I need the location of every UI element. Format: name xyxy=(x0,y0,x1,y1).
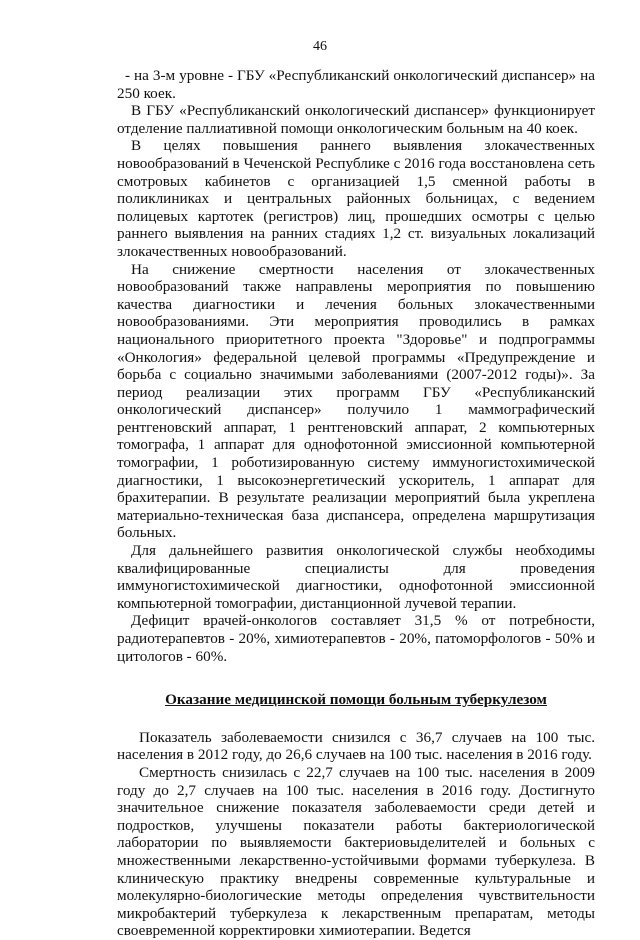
document-body xyxy=(117,67,595,940)
paragraph-bed-levels: - на 3-м уровне - ГБУ «Республиканский онкологический диспансер» на 250 коек. xyxy=(117,67,595,102)
paragraph-staff-deficit: Дефицит врачей-онкологов составляет 31,5 % от потребности, радиотерапевтов - 20%, химиотерапевтов - 20%, патоморфологов - 50% и цитологов - 60%. xyxy=(117,612,595,665)
paragraph-tb-incidence: Показатель заболеваемости снизился с 36,7 случаев на 100 тыс. населения в 2012 году, до 26,6 случаев на 100 тыс. населения в 2016 году. xyxy=(117,728,595,764)
paragraph-early-detection: В целях повышения раннего выявления злокачественных новообразований в Чеченской Республике с 2016 года восстановлена сеть смотровых кабинетов с организацией 1,5 сменной работы в поликлиниках и центральных районных больницах, с ведением полицевых картотек (регистров) лиц, прошедших осмотры с целью раннего выявления на ранних стадиях 1,2 ст. визуальных локализаций злокачественных новообразований. xyxy=(117,137,595,260)
paragraph-tb-mortality: Смертность снизилась с 22,7 случаев на 100 тыс. населения в 2009 году до 2,7 случаев на 100 тыс. населения в 2016 году. Достигнуто значительное снижение показателя заболеваемости среди детей и подростков, улучшены показатели работы бактериологической лаборатории по выявляемости бактериовыделителей и больных с множественными лекарственно-устойчивыми формами туберкулеза. В клиническую практику внедрены современные культуральные и молекулярно-биологические методы определения чувствительности микробактерий туберкулеза к лекарственным препаратам, методы своевременной корректировки химиотерапии. Ведется xyxy=(117,763,595,940)
paragraph-mortality-reduction: На снижение смертности населения от злокачественных новообразований также направлены мероприятия по повышению качества диагностики и лечения больных злокачественными новообразованиями. Эти мероприятия проводились в рамках национального приоритетного проекта "Здоровье" и подпрограммы «Онкология» федеральной целевой программы «Предупреждение и борьба с социально значимыми заболеваниями (2007-2012 годы)». За период реализации этих программ ГБУ «Республиканский онкологический диспансер» получило 1 маммографический рентгеновский аппарат, 1 рентгеновский аппарат, 2 компьютерных томографа, 1 аппарат для однофотонной эмиссионной компьютерной томографии, 1 роботизированную систему иммуногистохимической диагностики, 1 высокоэнергетический ускоритель, 1 аппарат для брахитерапии. В результате реализации мероприятий была укреплена материально-техническая база диспансера, определена маршрутизация больных. xyxy=(117,260,595,542)
paragraph-palliative-care: В ГБУ «Республиканский онкологический диспансер» функционирует отделение паллиативной помощи онкологическим больным на 40 коек. xyxy=(117,102,595,137)
paragraph-specialists-needed: Для дальнейшего развития онкологической службы необходимы квалифицированные специалисты для проведения иммуногистохимической диагностики, однофотонной эмиссионной компьютерной томографии, дистанционной лучевой терапии. xyxy=(117,542,595,612)
section-heading-tuberculosis: Оказание медицинской помощи больным туберкулезом xyxy=(165,691,547,709)
page-number: 46 xyxy=(313,39,327,54)
